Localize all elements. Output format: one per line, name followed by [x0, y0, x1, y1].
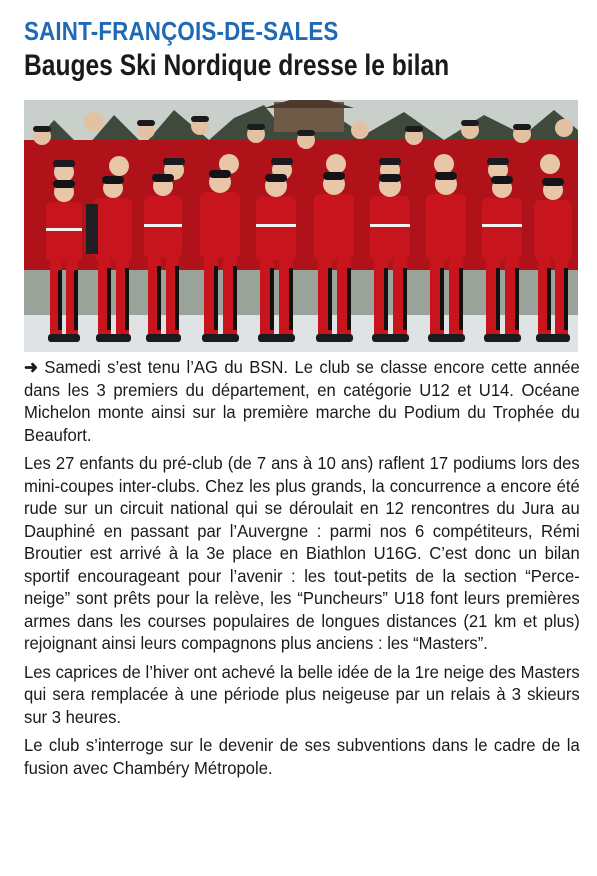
- paragraph-1: [24, 356, 580, 446]
- paragraph-4: Le club s’interroge sur le devenir de ses subventions dans le cadre de la fusion avec Chambéry Métropole.: [24, 735, 580, 778]
- kicker-location: SAINT-FRANÇOIS-DE-SALES: [24, 16, 339, 46]
- paragraph-1-text: Samedi s’est tenu l’AG du BSN. Le club se classe encore cette année dans les 3 premiers du département, en catégorie U12 et U14. Océane Michelon monte ainsi sur la première marche du Podium du Trophée du Beaufort.: [24, 357, 580, 445]
- paragraph-2: Les 27 enfants du pré-club (de 7 ans à 10 ans) raflent 17 podiums lors des mini-coupes inter-clubs. Chez les plus grands, la concurrence a encore été rude sur un circuit national qui se déroulait en 12 rencontres du Jura au Dauphiné en passant par l’Auvergne : parmi nos 6 compétiteurs, Rémi Broutier est arrivé à la 3e place en Biathlon U16G. C’est donc un bilan sportif encourageant pour l’avenir : les tout-petits de la section “Perce-neige” sont prêts pour la relève, les “Puncheurs” U18 font leurs premières armes dans les courses populaires de longues distances (21 km et plus) rejoignant ainsi leurs compagnons plus anciens : les “Masters”.: [24, 453, 580, 653]
- article-body: [24, 356, 580, 785]
- paragraph-3: Les caprices de l’hiver ont achevé la belle idée de la 1re neige des Masters qui sera remplacée à une période plus neigeuse par un relais à 3 skieurs sur 3 heures.: [24, 661, 580, 727]
- arrow-right-icon: ➜: [24, 357, 45, 377]
- group-photo: [24, 100, 578, 352]
- headline: Bauges Ski Nordique dresse le bilan: [24, 49, 450, 82]
- article-header: [24, 16, 580, 82]
